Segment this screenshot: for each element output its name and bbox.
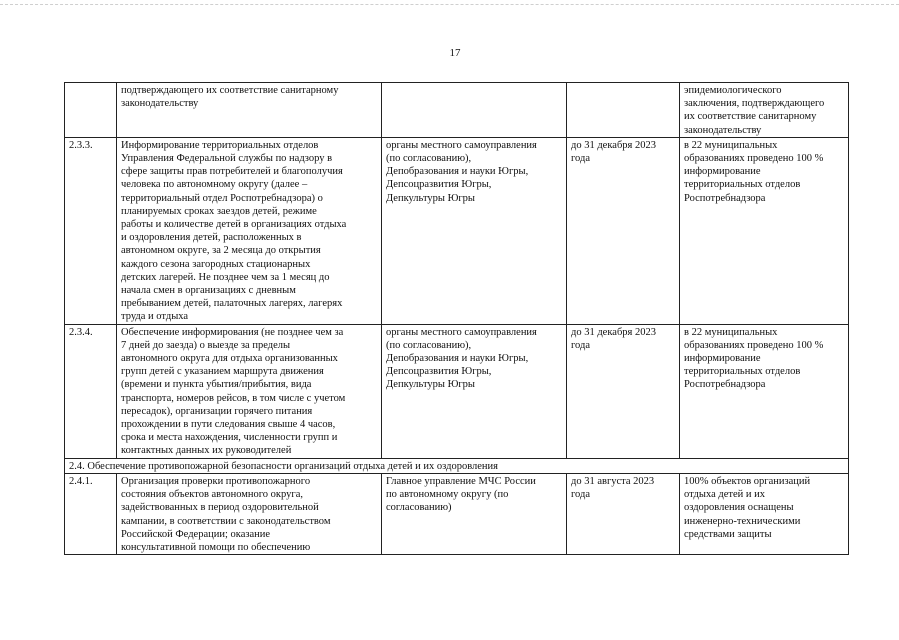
cell-text-line: сфере защиты прав потребителей и благополучия (121, 166, 343, 178)
cell-text-line: подтверждающего их соответствие санитарному (121, 85, 339, 96)
cell-text-line: согласованию) (386, 502, 452, 514)
cell-text-line: заключения, подтверждающего (684, 98, 825, 110)
cell-text-line: года (571, 153, 590, 165)
cell-text-line: информирование (684, 353, 761, 365)
activities-table-body (65, 83, 849, 555)
cell-result (680, 137, 849, 324)
cell-text-line: органы местного самоуправления (386, 326, 537, 338)
cell-text-line: кампании, в соответствии с законодательством (121, 515, 331, 527)
page-number: 17 (449, 47, 461, 59)
cell-text-line: Роспотребнадзора (684, 192, 766, 204)
cell-text-line: Информирование территориальных отделов (121, 139, 319, 151)
table-row (65, 83, 849, 138)
cell-executors (382, 473, 567, 554)
cell-text-line: пребыванием детей, палаточных лагерях, лагерях (121, 298, 343, 310)
cell-text-line: по автономному округу (по (386, 489, 509, 501)
cell-text-line: информирование (684, 166, 761, 178)
cell-text-line: Обеспечение информирования (не позднее чем за (121, 326, 344, 338)
cell-text-line: каждого сезона загородных стационарных (121, 258, 311, 270)
cell-result (680, 473, 849, 554)
cell-number (65, 83, 117, 138)
cell-executors (382, 324, 567, 458)
cell-text-line: Депсоцразвития Югры, (386, 366, 492, 378)
cell-number: 2.4.1. (65, 473, 117, 554)
cell-text-line: пересадок), организации горячего питания (121, 405, 313, 417)
cell-text-line: и оздоровления детей, расположенных в (121, 232, 302, 244)
cell-executors (382, 83, 567, 138)
cell-text-line: образованиях проведено 100 % (684, 153, 824, 165)
cell-text-line: года (571, 339, 590, 351)
cell-text-line: законодательству (121, 98, 199, 110)
cell-text-line: Депкультуры Югры (386, 192, 475, 204)
cell-text-line: автономного округа для отдыха организованных (121, 353, 338, 365)
cell-text-line: Роспотребнадзора (684, 379, 766, 391)
cell-text-line: работы и количестве детей в организациях отдыха (121, 219, 347, 231)
table-row (65, 473, 849, 554)
cell-text-line: эпидемиологического (684, 85, 782, 96)
cell-text-line: органы местного самоуправления (386, 139, 537, 151)
cell-text-line: контактных данных их руководителей (121, 445, 292, 457)
cell-text-line: Управления Федеральной службы по надзору в (121, 153, 333, 165)
cell-deadline (567, 83, 680, 138)
cell-text-line: их соответствие санитарному (684, 111, 817, 123)
section-header: 2.4. Обеспечение противопожарной безопасности организаций отдыха детей и их оздоровления (65, 458, 849, 473)
cell-text-line: начала смен в организациях с дневным (121, 285, 296, 297)
cell-text-line: Депобразования и науки Югры, (386, 166, 529, 178)
cell-deadline (567, 473, 680, 554)
cell-text-line: Депсоцразвития Югры, (386, 179, 492, 191)
cell-result (680, 324, 849, 458)
cell-text-line: отдыха детей и их (684, 489, 765, 501)
cell-text-line: задействованных в период оздоровительной (121, 502, 319, 514)
cell-text-line: в 22 муниципальных (684, 326, 778, 338)
cell-text-line: средствами защиты (684, 528, 772, 540)
cell-text-line: групп детей с указанием маршрута движения (121, 366, 324, 378)
cell-text-line: 7 дней до заезда) о выезде за пределы (121, 339, 291, 351)
cell-text-line: прохождении в пути следования свыше 4 часов, (121, 419, 336, 431)
cell-text-line: планируемых сроках заездов детей, режиме (121, 205, 317, 217)
cell-text-line: оздоровления оснащены (684, 502, 794, 514)
cell-activity (117, 83, 382, 138)
cell-result (680, 83, 849, 138)
cell-text-line: консультативной помощи по обеспечению (121, 541, 311, 553)
cell-text-line: (по согласованию), (386, 153, 472, 165)
cell-text-line: 100% объектов организаций (684, 475, 811, 487)
cell-text-line: автономном округе, за 2 месяца до открытия (121, 245, 321, 257)
activities-table (64, 82, 849, 555)
cell-text-line: (времени и пункта убытия/прибытия, вида (121, 379, 312, 391)
section-header-row (65, 458, 849, 473)
cell-text-line: до 31 декабря 2023 (571, 139, 656, 151)
cell-deadline (567, 137, 680, 324)
cell-activity (117, 473, 382, 554)
cell-text-line: Организация проверки противопожарного (121, 475, 311, 487)
cell-deadline (567, 324, 680, 458)
cell-text-line: (по согласованию), (386, 339, 472, 351)
scan-artifact-line (0, 4, 899, 5)
cell-text-line: законодательству (684, 124, 762, 136)
cell-text-line: срока и места нахождения, численности групп и (121, 432, 338, 444)
cell-activity (117, 137, 382, 324)
table-row (65, 324, 849, 458)
cell-text-line: Российской Федерации; оказание (121, 528, 271, 540)
cell-activity (117, 324, 382, 458)
cell-text-line: территориальных отделов (684, 179, 801, 191)
cell-text-line: территориальный отдел Роспотребнадзора) о (121, 192, 323, 204)
cell-text-line: Депобразования и науки Югры, (386, 353, 529, 365)
cell-text-line: территориальных отделов (684, 366, 801, 378)
cell-number: 2.3.3. (65, 137, 117, 324)
cell-text-line: труда и отдыха (121, 311, 189, 323)
cell-text-line: Депкультуры Югры (386, 379, 475, 391)
cell-text-line: Главное управление МЧС России (386, 475, 536, 487)
cell-text-line: транспорта, номеров рейсов, в том числе с учетом (121, 392, 346, 404)
table-row (65, 137, 849, 324)
cell-text-line: до 31 августа 2023 (571, 475, 655, 487)
cell-executors (382, 137, 567, 324)
cell-number: 2.3.4. (65, 324, 117, 458)
cell-text-line: года (571, 489, 590, 501)
cell-text-line: состояния объектов автономного округа, (121, 489, 303, 501)
cell-text-line: инженерно-техническими (684, 515, 801, 527)
cell-text-line: детских лагерей. Не позднее чем за 1 месяц до (121, 271, 330, 283)
cell-text-line: человека по автономному округу (далее – (121, 179, 308, 191)
cell-text-line: в 22 муниципальных (684, 139, 778, 151)
cell-text-line: образованиях проведено 100 % (684, 339, 824, 351)
cell-text-line: до 31 декабря 2023 (571, 326, 656, 338)
